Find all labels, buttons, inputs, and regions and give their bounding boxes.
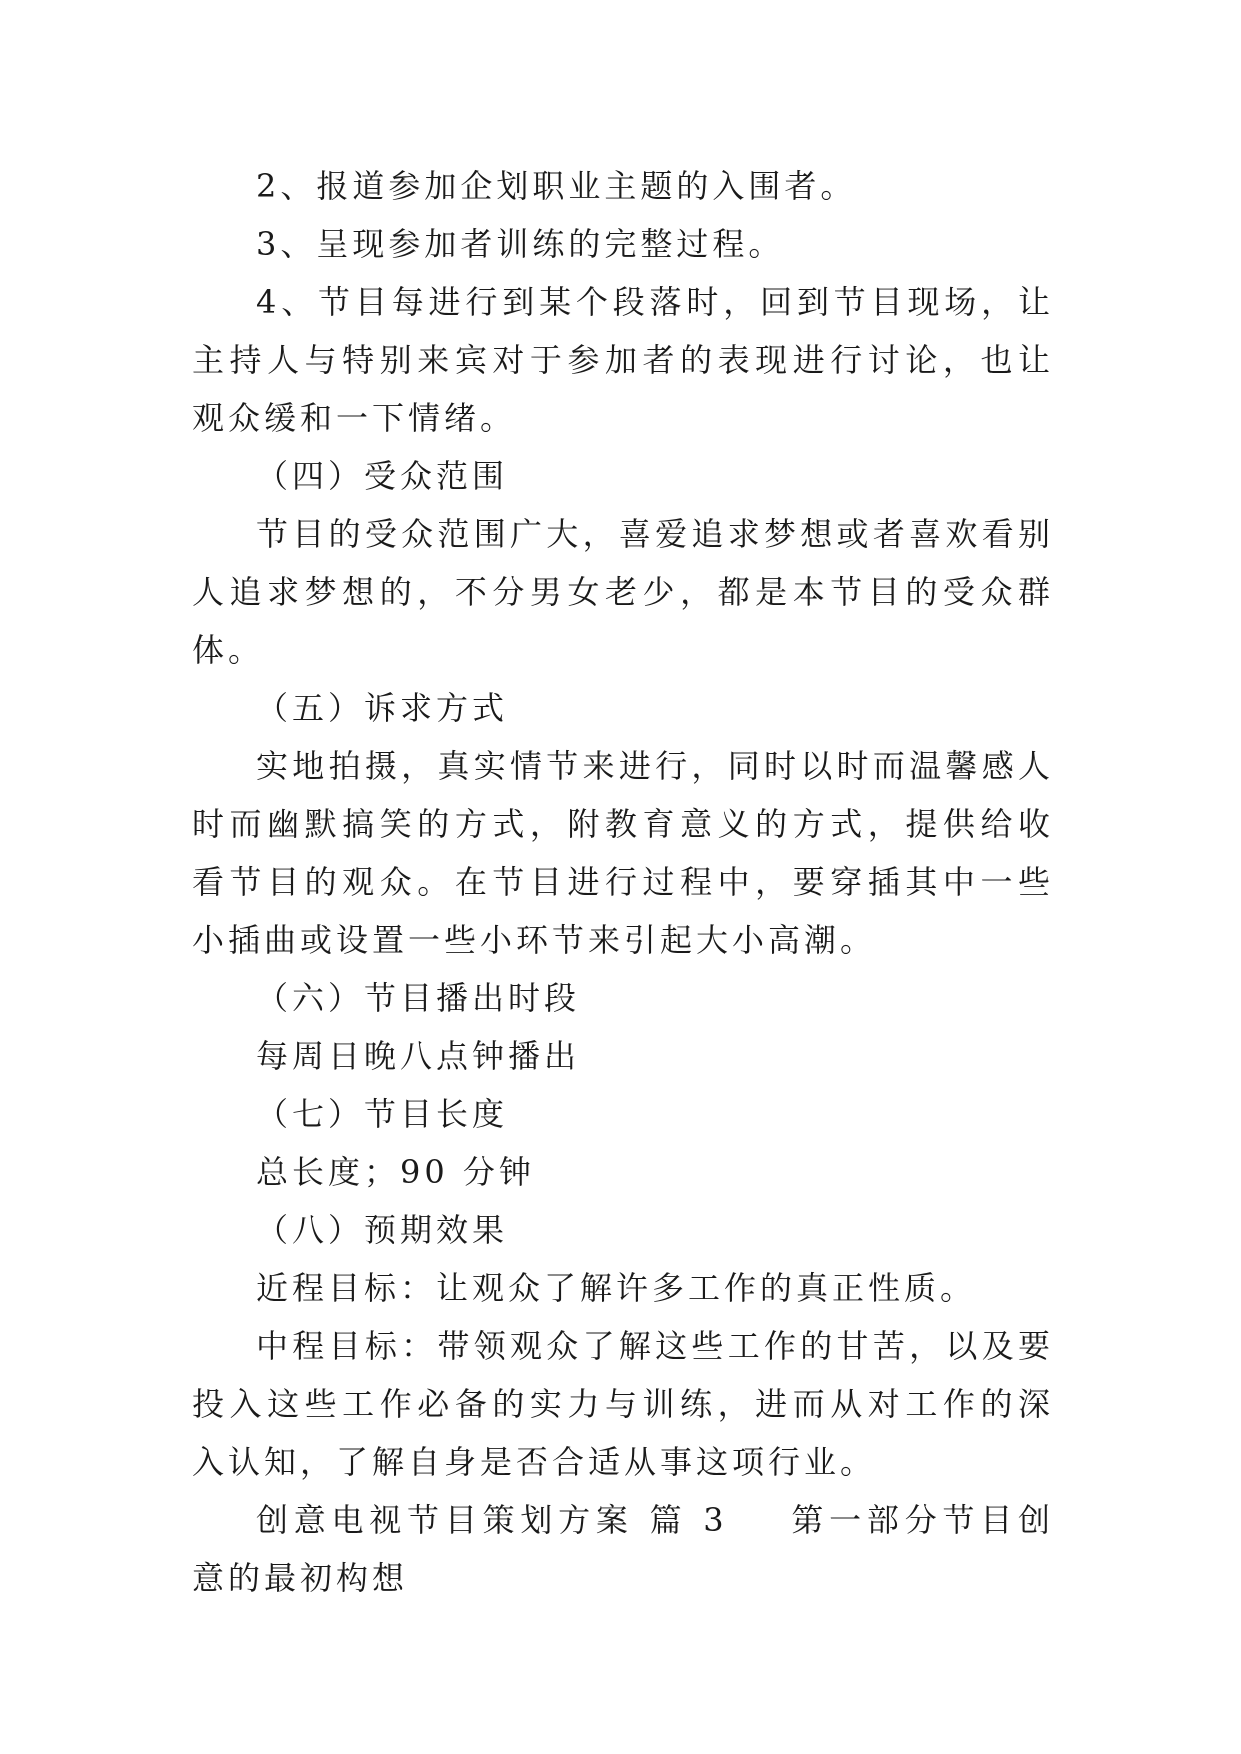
paragraph-audience-scope: 节目的受众范围广大，喜爱追求梦想或者喜欢看别人追求梦想的，不分男女老少，都是本节目的受众群体。 [192,515,1054,669]
heading-broadcast-time: （六）节目播出时段 [256,979,581,1017]
paragraph-2: 2、报道参加企划职业主题的入围者。 [256,167,857,205]
final-section-title: 第一部分节目创意的最初构想 [192,1501,1054,1597]
paragraph-program-length: 总长度；90 分钟 [256,1153,535,1191]
document-body [192,157,1054,1607]
heading-appeal-method: （五）诉求方式 [256,689,509,727]
paragraph-3: 3、呈现参加者训练的完整过程。 [256,225,785,263]
paragraph-short-term-goal: 近程目标：让观众了解许多工作的真正性质。 [256,1269,977,1307]
heading-expected-effect: （八）预期效果 [256,1211,509,1249]
heading-audience-scope: （四）受众范围 [256,457,509,495]
paragraph-4: 4、节目每进行到某个段落时，回到节目现场，让主持人与特别来宾对于参加者的表现进行讨论，也让观众缓和一下情绪。 [192,283,1054,437]
paragraph-appeal-method: 实地拍摄，真实情节来进行，同时以时而温馨感人时而幽默搞笑的方式，附教育意义的方式，提供给收看节目的观众。在节目进行过程中，要穿插其中一些小插曲或设置一些小环节来引起大小高潮。 [192,747,1054,959]
heading-program-length: （七）节目长度 [256,1095,509,1133]
final-title: 创意电视节目策划方案 篇 3 [256,1501,728,1539]
paragraph-mid-term-goal: 中程目标：带领观众了解这些工作的甘苦，以及要投入这些工作必备的实力与训练，进而从对工作的深入认知，了解自身是否合适从事这项行业。 [192,1327,1054,1481]
paragraph-final-heading [192,1491,1054,1607]
paragraph-broadcast-time: 每周日晚八点钟播出 [256,1037,581,1075]
